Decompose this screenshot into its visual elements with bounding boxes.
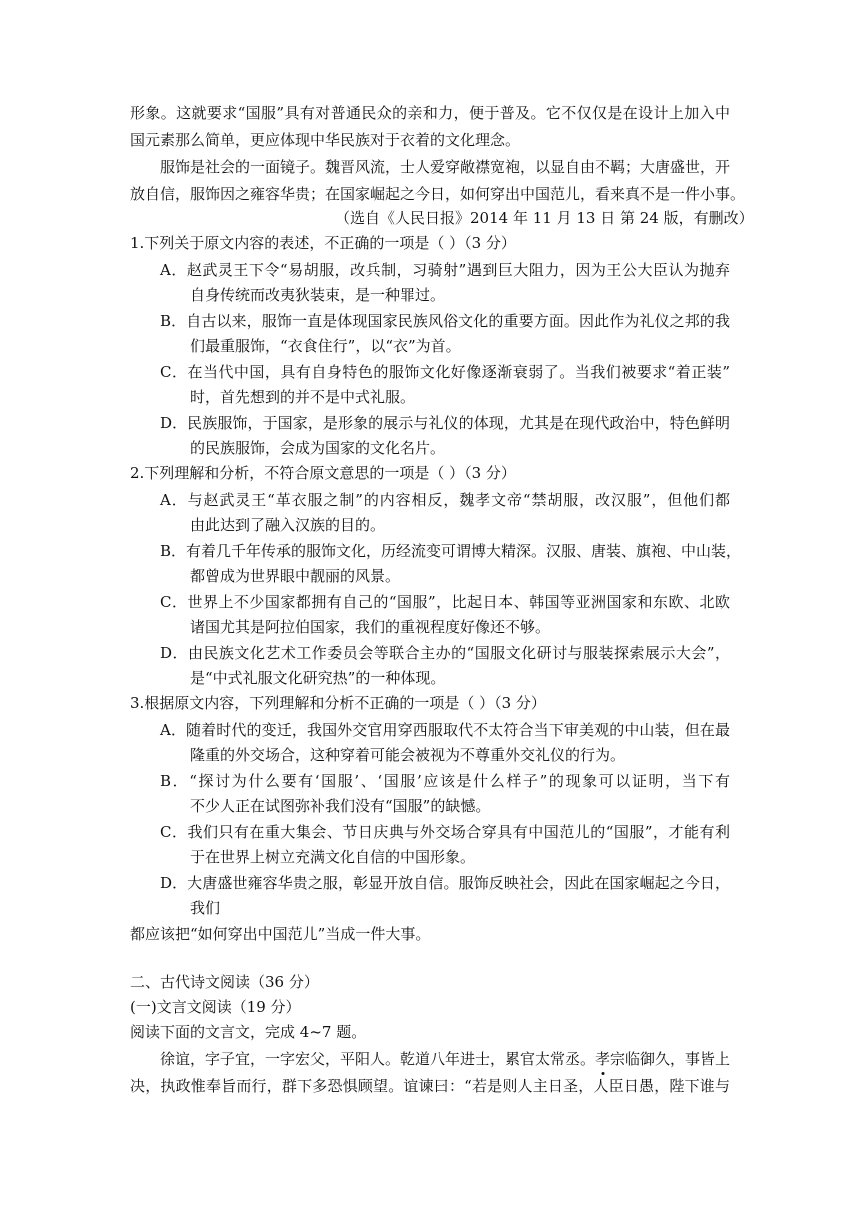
- option-line: 于在世界上树立充满文化自信的中国形象。: [190, 848, 476, 866]
- option-line: C．在当代中国，具有自身特色的服饰文化好像逐渐衰弱了。当我们被要求“着正装”: [160, 363, 730, 381]
- option-line: B．自古以来，服饰一直是体现国家民族风俗文化的重要方面。因此作为礼仪之邦的我: [160, 312, 730, 330]
- option-line: 们最重服饰，“衣食住行”，以“衣”为首。: [190, 337, 461, 355]
- emphasized-character: 孝: [595, 1049, 610, 1071]
- question-stem: 1.下列关于原文内容的表述，不正确的一项是（ ）（3 分）: [130, 234, 516, 252]
- option-line: A．赵武灵王下令“易胡服，改兵制，习骑射”遇到巨大阻力，因为王公大臣认为抛弃: [160, 261, 730, 279]
- question-stem: 2.下列理解和分析，不符合原文意思的一项是（ ）（3 分）: [130, 464, 516, 482]
- option-line: 自身传统而改夷狄装束，是一种罪过。: [190, 286, 446, 304]
- question-stem: 3.根据原文内容，下列理解和分析不正确的一项是（ ）（3 分）: [130, 694, 546, 712]
- option-line: 不少人正在试图弥补我们没有“国服”的缺憾。: [190, 797, 491, 815]
- article-source: （选自《人民日报》2014 年 11 月 13 日 第 24 版，有删改）: [335, 209, 754, 227]
- option-continuation: 都应该把“如何穿出中国范儿”当成一件大事。: [130, 925, 431, 943]
- classical-text-part: 宗临御久，事皆上: [610, 1050, 731, 1068]
- article-paragraph-line: 形象。这就要求“国服”具有对普通民众的亲和力，便于普及。它不仅仅是在设计上加入中: [130, 104, 730, 122]
- option-line: 都曾成为世界眼中靓丽的风景。: [190, 567, 401, 585]
- section-heading: 二、古代诗文阅读（36 分）: [130, 973, 319, 991]
- classical-text-segment: [160, 1049, 595, 1071]
- option-line: A．与赵武灵王“革衣服之制”的内容相反，魏孝文帝“禁胡服，改汉服”，但他们都: [160, 491, 730, 509]
- classical-text-line: [160, 1049, 730, 1071]
- option-line: 时，首先想到的并不是中式礼服。: [190, 388, 416, 406]
- classical-text-line: 决，执政惟奉旨而行，群下多恐惧顾望。谊谏曰：“若是则人主日圣，人臣日愚，陛下谁与: [130, 1077, 730, 1095]
- option-line: D．民族服饰，于国家，是形象的展示与礼仪的体现，尤其是在现代政治中，特色鲜明: [160, 414, 730, 432]
- option-line: 的民族服饰，会成为国家的文化名片。: [190, 439, 446, 457]
- option-line: D．由民族文化艺术工作委员会等联合主办的“国服文化研讨与服装探索展示大会”，: [160, 644, 730, 662]
- reading-instruction: 阅读下面的文言文，完成 4~7 题。: [130, 1023, 367, 1041]
- option-line: 由此达到了融入汉族的目的。: [190, 516, 386, 534]
- option-line: 诸国尤其是阿拉伯国家，我们的重视程度好像还不够。: [190, 618, 551, 636]
- option-line: 我们: [190, 899, 221, 917]
- option-line: 是“中式礼服文化研究热”的一种体现。: [190, 669, 446, 687]
- article-paragraph-line: 国元素那么简单，更应体现中华民族对于衣着的文化理念。: [130, 131, 521, 149]
- subsection-heading: (一)文言文阅读（19 分）: [130, 998, 301, 1016]
- classical-text-part: 徐谊，字子宜，一字宏父，平阳人。乾道八年进士，累官太常丞。: [160, 1050, 596, 1068]
- option-line: B．“探讨为什么要有‘国服’、‘国服’应该是什么样子”的现象可以证明，当下有: [160, 772, 730, 790]
- option-line: A．随着时代的变迁，我国外交官用穿西服取代不太符合当下审美观的中山装，但在最: [160, 721, 730, 739]
- option-line: 隆重的外交场合，这种穿着可能会被视为不尊重外交礼仪的行为。: [190, 746, 626, 764]
- article-paragraph-line: 放自信，服饰因之雍容华贵；在国家崛起之今日，如何穿出中国范儿，看来真不是一件小事。: [130, 185, 746, 203]
- option-line: B．有着几千年传承的服饰文化，历经流变可谓博大精深。汉服、唐装、旗袍、中山装，: [160, 542, 742, 560]
- option-line: C．我们只有在重大集会、节日庆典与外交场合穿具有中国范儿的“国服”，才能有利: [160, 823, 730, 841]
- option-line: D．大唐盛世雍容华贵之服，彰显开放自信。服饰反映社会，因此在国家崛起之今日，: [160, 874, 730, 892]
- article-paragraph-line: 服饰是社会的一面镜子。魏晋风流，士人爱穿敞襟宽袍，以显自由不羁；大唐盛世，开: [160, 158, 731, 176]
- option-line: C．世界上不少国家都拥有自己的“国服”，比起日本、韩国等亚洲国家和东欧、北欧: [160, 593, 730, 611]
